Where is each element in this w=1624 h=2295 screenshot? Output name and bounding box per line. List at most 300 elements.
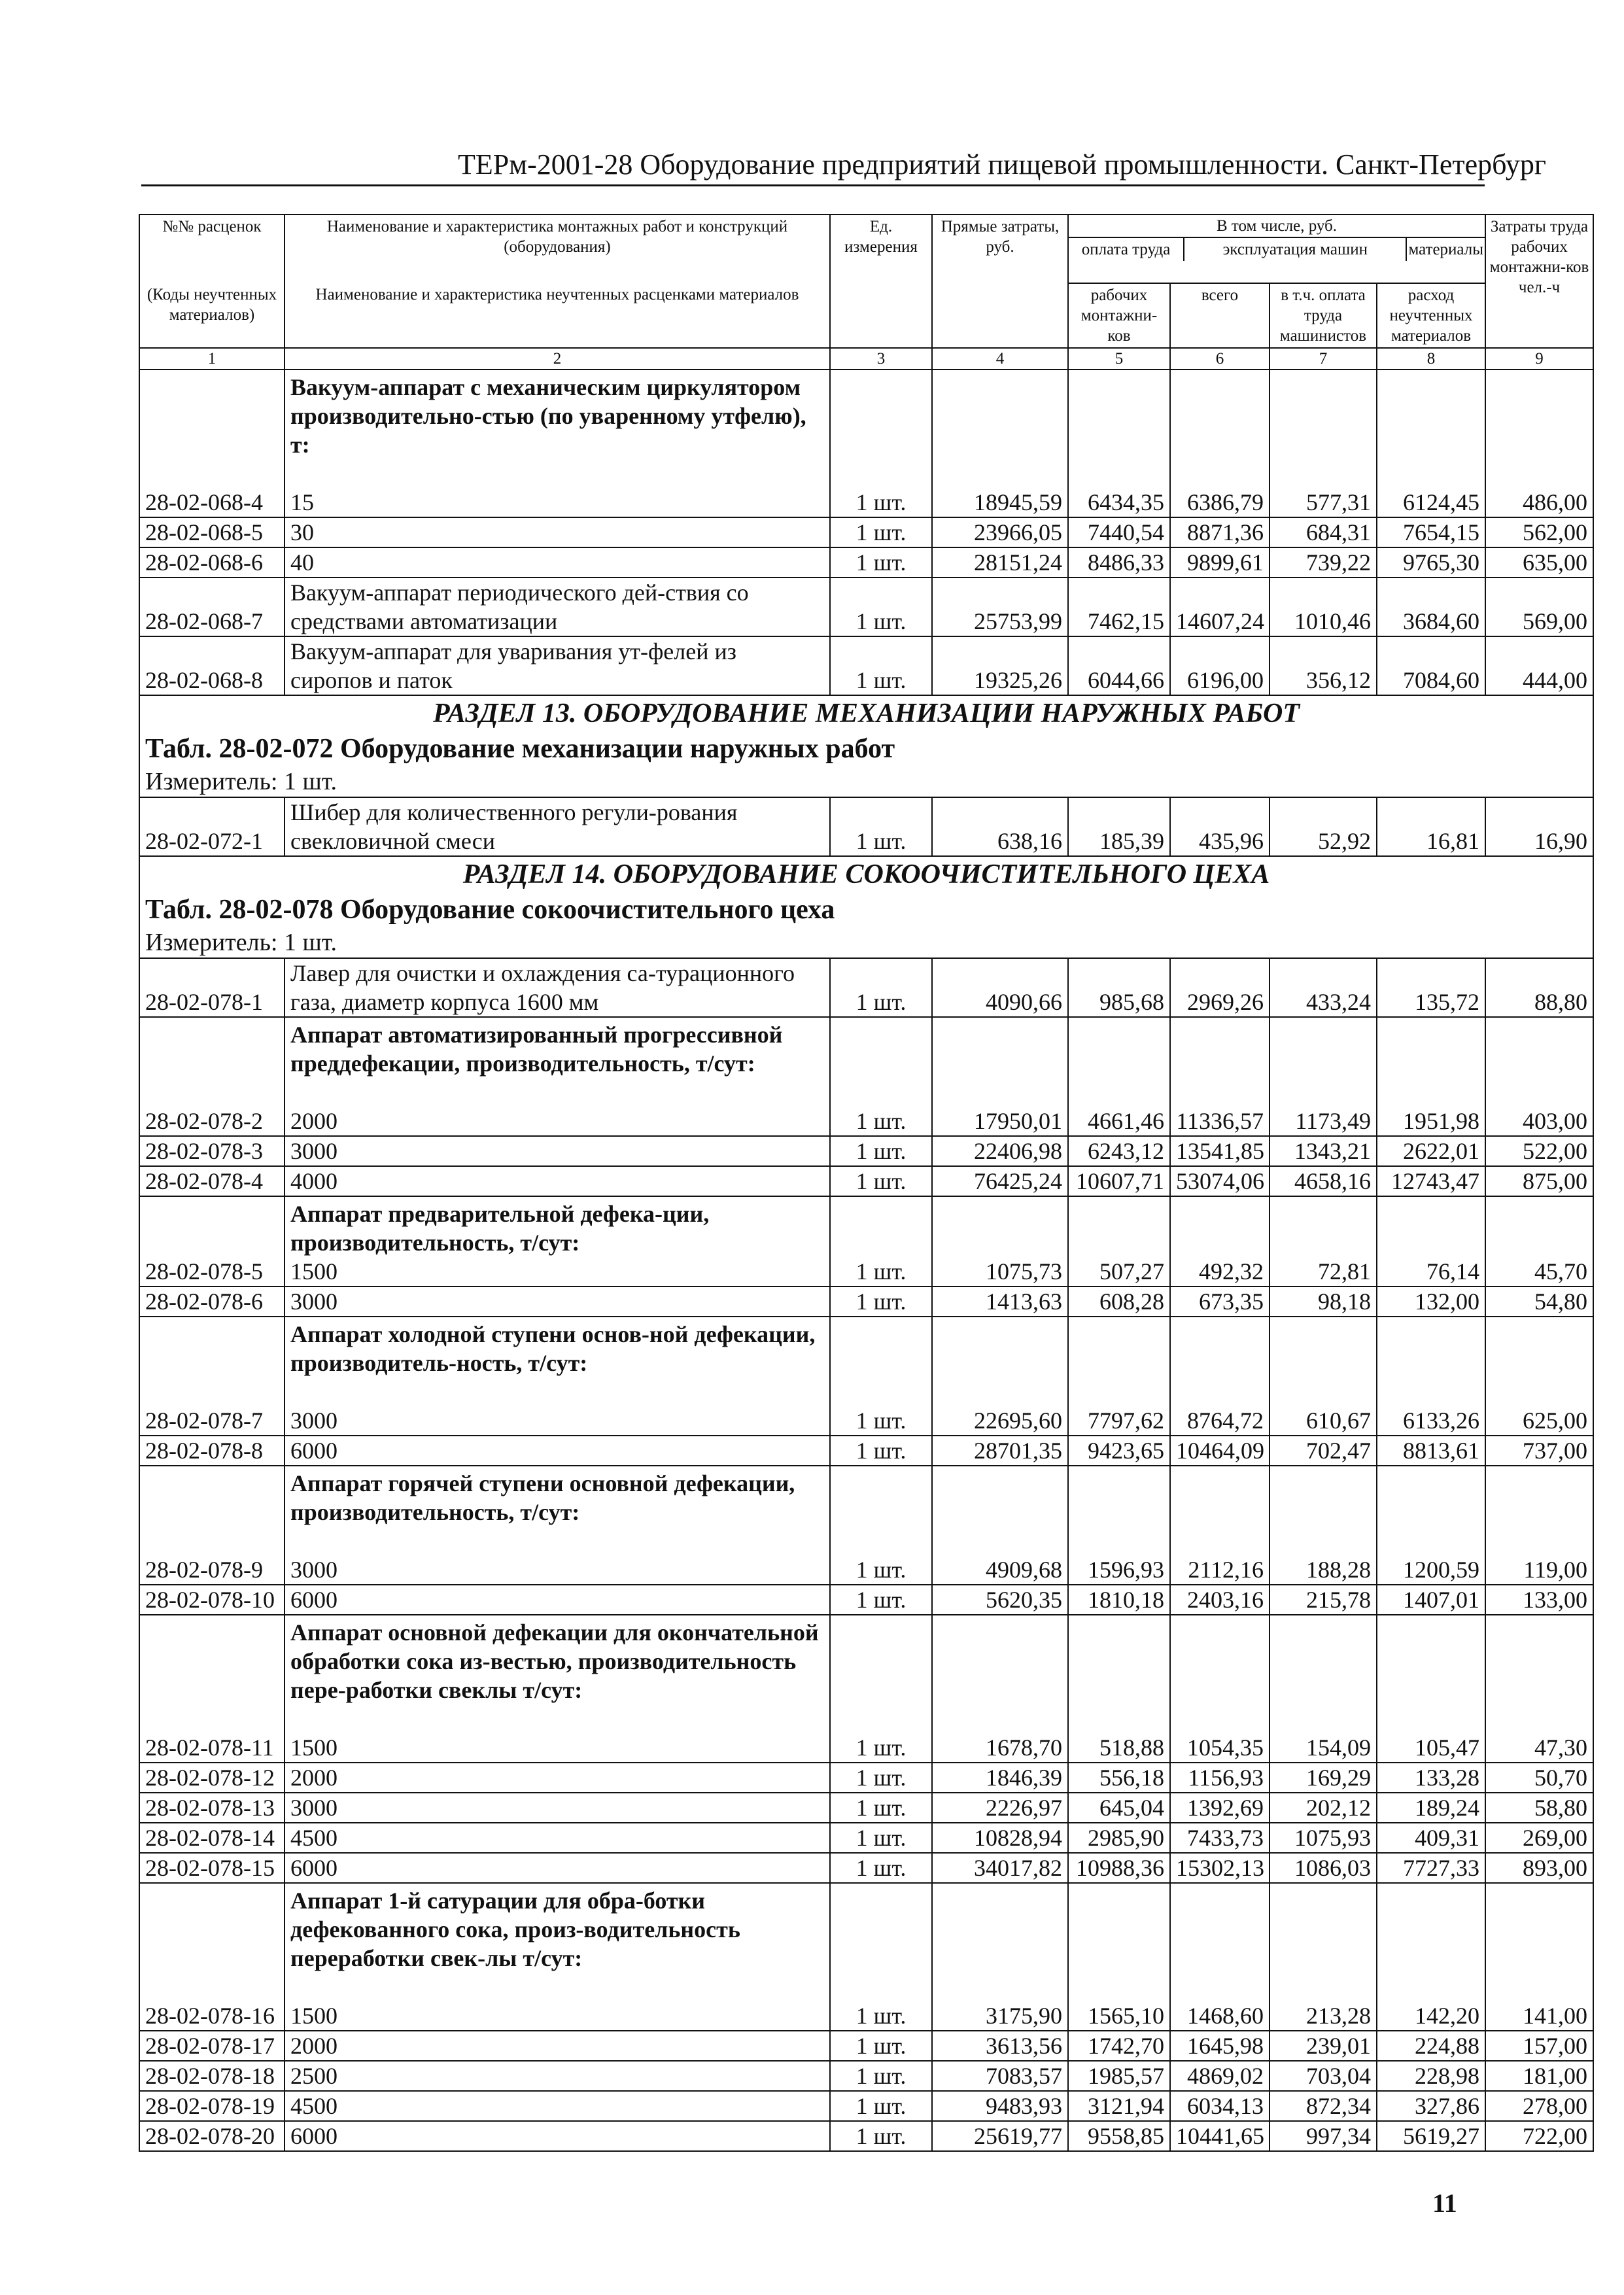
row-mat: 142,20 bbox=[1377, 1883, 1485, 2031]
row-labor: 278,00 bbox=[1485, 2091, 1593, 2121]
row-mach: 6196,00 bbox=[1170, 636, 1270, 695]
table-row bbox=[139, 1853, 1593, 1883]
section-block bbox=[139, 856, 1593, 958]
row-mat: 9765,30 bbox=[1377, 547, 1485, 578]
row-unit: 1 шт. bbox=[830, 1196, 932, 1286]
section-title: РАЗДЕЛ 14. ОБОРУДОВАНИЕ СОКООЧИСТИТЕЛЬНОГО ЦЕХА bbox=[462, 859, 1270, 889]
row-direct: 1075,73 bbox=[932, 1196, 1068, 1286]
row-mat: 189,24 bbox=[1377, 1793, 1485, 1823]
row-code: 28-02-078-1 bbox=[139, 958, 285, 1017]
row-pay: 985,68 bbox=[1068, 958, 1170, 1017]
header-cell-machines-total: всего bbox=[1170, 283, 1270, 348]
row-code: 28-02-078-13 bbox=[139, 1793, 285, 1823]
row-name-cell bbox=[285, 1196, 830, 1286]
row-labor: 50,70 bbox=[1485, 1763, 1593, 1793]
row-mat: 5619,27 bbox=[1377, 2121, 1485, 2151]
header-cell-name: Наименование и характеристика монтажных работ и конструкций (оборудования) bbox=[285, 215, 830, 283]
row-mach-pay: 703,04 bbox=[1270, 2061, 1377, 2091]
row-mat: 1951,98 bbox=[1377, 1017, 1485, 1136]
row-pay: 556,18 bbox=[1068, 1763, 1170, 1793]
row-labor: 893,00 bbox=[1485, 1853, 1593, 1883]
row-unit: 1 шт. bbox=[830, 1136, 932, 1166]
row-labor: 133,00 bbox=[1485, 1585, 1593, 1615]
row-direct: 25753,99 bbox=[932, 578, 1068, 636]
row-labor: 522,00 bbox=[1485, 1136, 1593, 1166]
row-code: 28-02-078-15 bbox=[139, 1853, 285, 1883]
row-mach-pay: 1173,49 bbox=[1270, 1017, 1377, 1136]
table-title: Табл. 28-02-072 Оборудование механизации наружных работ bbox=[145, 734, 895, 764]
row-name: 4500 bbox=[285, 1823, 830, 1853]
row-mach: 1054,35 bbox=[1170, 1615, 1270, 1763]
row-mat: 133,28 bbox=[1377, 1763, 1485, 1793]
row-labor: 157,00 bbox=[1485, 2031, 1593, 2061]
row-mach: 8871,36 bbox=[1170, 517, 1270, 547]
row-mach-pay: 610,67 bbox=[1270, 1317, 1377, 1436]
table-row bbox=[139, 1017, 1593, 1136]
row-mach: 9899,61 bbox=[1170, 547, 1270, 578]
row-pay: 1985,57 bbox=[1068, 2061, 1170, 2091]
row-mat: 3684,60 bbox=[1377, 578, 1485, 636]
row-unit: 1 шт. bbox=[830, 1436, 932, 1466]
row-unit: 1 шт. bbox=[830, 1017, 932, 1136]
row-mat: 7654,15 bbox=[1377, 517, 1485, 547]
row-code: 28-02-078-18 bbox=[139, 2061, 285, 2091]
row-mach: 10441,65 bbox=[1170, 2121, 1270, 2151]
row-unit: 1 шт. bbox=[830, 1585, 932, 1615]
row-direct: 1413,63 bbox=[932, 1286, 1068, 1317]
row-name: 1500 bbox=[290, 1258, 337, 1285]
row-direct: 25619,77 bbox=[932, 2121, 1068, 2151]
row-name-cell bbox=[285, 1615, 830, 1763]
row-mach: 13541,85 bbox=[1170, 1136, 1270, 1166]
row-mach: 2969,26 bbox=[1170, 958, 1270, 1017]
row-code: 28-02-068-4 bbox=[139, 370, 285, 517]
header-materials-label: материалы bbox=[1408, 241, 1484, 258]
row-name: 1500 bbox=[290, 1734, 337, 1761]
row-name: 3000 bbox=[285, 1286, 830, 1317]
row-unit: 1 шт. bbox=[830, 578, 932, 636]
row-pay: 6243,12 bbox=[1068, 1136, 1170, 1166]
row-direct: 19325,26 bbox=[932, 636, 1068, 695]
header-labor-sub: монтажни-ков чел.-ч bbox=[1489, 258, 1589, 296]
row-mach: 492,32 bbox=[1170, 1196, 1270, 1286]
row-direct: 1678,70 bbox=[932, 1615, 1068, 1763]
row-labor: 635,00 bbox=[1485, 547, 1593, 578]
row-name: 15 bbox=[290, 489, 314, 515]
row-code: 28-02-078-16 bbox=[139, 1883, 285, 2031]
row-mach-pay: 213,28 bbox=[1270, 1883, 1377, 2031]
column-number: 8 bbox=[1377, 348, 1485, 370]
row-mach-pay: 239,01 bbox=[1270, 2031, 1377, 2061]
table-row bbox=[139, 2061, 1593, 2091]
row-code: 28-02-078-4 bbox=[139, 1166, 285, 1196]
row-name-cell bbox=[285, 1883, 830, 2031]
row-pay: 1810,18 bbox=[1068, 1585, 1170, 1615]
row-code: 28-02-078-3 bbox=[139, 1136, 285, 1166]
row-mach: 673,35 bbox=[1170, 1286, 1270, 1317]
row-direct: 17950,01 bbox=[932, 1017, 1068, 1136]
row-name: 1500 bbox=[290, 2003, 337, 2029]
row-pay: 645,04 bbox=[1068, 1793, 1170, 1823]
table-row bbox=[139, 370, 1593, 517]
group-heading: Аппарат холодной ступени основ-ной дефекации, производитель-ность, т/сут: bbox=[290, 1321, 816, 1376]
table-row bbox=[139, 1585, 1593, 1615]
row-mach: 8764,72 bbox=[1170, 1317, 1270, 1436]
row-name: 4500 bbox=[285, 2091, 830, 2121]
row-direct: 34017,82 bbox=[932, 1853, 1068, 1883]
row-mat: 224,88 bbox=[1377, 2031, 1485, 2061]
row-pay: 4661,46 bbox=[1068, 1017, 1170, 1136]
column-number: 5 bbox=[1068, 348, 1170, 370]
row-pay: 7462,15 bbox=[1068, 578, 1170, 636]
group-heading: Аппарат горячей ступени основной дефекации, производительность, т/сут: bbox=[290, 1470, 795, 1525]
row-mat: 76,14 bbox=[1377, 1196, 1485, 1286]
row-code: 28-02-068-5 bbox=[139, 517, 285, 547]
header-including-label: В том числе, руб. bbox=[1069, 215, 1485, 238]
row-direct: 28151,24 bbox=[932, 547, 1068, 578]
row-labor: 444,00 bbox=[1485, 636, 1593, 695]
row-mach-pay: 684,31 bbox=[1270, 517, 1377, 547]
row-unit: 1 шт. bbox=[830, 797, 932, 856]
header-cell-code: №№ расценок bbox=[139, 215, 285, 283]
row-pay: 10988,36 bbox=[1068, 1853, 1170, 1883]
row-name-cell bbox=[285, 1017, 830, 1136]
table-row bbox=[139, 517, 1593, 547]
row-mat: 6124,45 bbox=[1377, 370, 1485, 517]
row-unit: 1 шт. bbox=[830, 517, 932, 547]
row-mat: 16,81 bbox=[1377, 797, 1485, 856]
row-mach-pay: 997,34 bbox=[1270, 2121, 1377, 2151]
row-labor: 16,90 bbox=[1485, 797, 1593, 856]
row-unit: 1 шт. bbox=[830, 1823, 932, 1853]
row-pay: 6044,66 bbox=[1068, 636, 1170, 695]
row-mat: 409,31 bbox=[1377, 1823, 1485, 1853]
row-direct: 9483,93 bbox=[932, 2091, 1068, 2121]
header-cell-machines-pay: в т.ч. оплата труда машинистов bbox=[1270, 283, 1377, 348]
row-direct: 28701,35 bbox=[932, 1436, 1068, 1466]
header-cell-materials-sub: расход неучтенных материалов bbox=[1377, 283, 1485, 348]
header-cell-pay-sub: рабочих монтажни-ков bbox=[1068, 283, 1170, 348]
row-labor: 47,30 bbox=[1485, 1615, 1593, 1763]
row-unit: 1 шт. bbox=[830, 2091, 932, 2121]
row-mat: 327,86 bbox=[1377, 2091, 1485, 2121]
row-unit: 1 шт. bbox=[830, 1793, 932, 1823]
group-heading: Аппарат основной дефекации для окончательной обработки сока из-вестью, производительность пере-работки свеклы т/сут: bbox=[290, 1619, 819, 1703]
group-heading: Аппарат автоматизированный прогрессивной преддефекации, производительность, т/сут: bbox=[290, 1022, 783, 1077]
row-mach: 6034,13 bbox=[1170, 2091, 1270, 2121]
column-number: 9 bbox=[1485, 348, 1593, 370]
row-mach-pay: 1343,21 bbox=[1270, 1136, 1377, 1166]
row-direct: 23966,05 bbox=[932, 517, 1068, 547]
row-mat: 135,72 bbox=[1377, 958, 1485, 1017]
row-pay: 10607,71 bbox=[1068, 1166, 1170, 1196]
row-unit: 1 шт. bbox=[830, 1883, 932, 2031]
row-labor: 625,00 bbox=[1485, 1317, 1593, 1436]
row-unit: 1 шт. bbox=[830, 1286, 932, 1317]
row-name: 3000 bbox=[290, 1407, 337, 1434]
section-row bbox=[139, 856, 1593, 958]
row-mach-pay: 4658,16 bbox=[1270, 1166, 1377, 1196]
table-row bbox=[139, 797, 1593, 856]
section-block bbox=[139, 695, 1593, 797]
price-table bbox=[139, 214, 1594, 2152]
row-unit: 1 шт. bbox=[830, 2031, 932, 2061]
row-code: 28-02-078-10 bbox=[139, 1585, 285, 1615]
column-number: 3 bbox=[830, 348, 932, 370]
header-rule bbox=[141, 184, 1485, 186]
row-code: 28-02-078-17 bbox=[139, 2031, 285, 2061]
column-number: 1 bbox=[139, 348, 285, 370]
row-pay: 3121,94 bbox=[1068, 2091, 1170, 2121]
row-mach: 2403,16 bbox=[1170, 1585, 1270, 1615]
row-pay: 1742,70 bbox=[1068, 2031, 1170, 2061]
row-code: 28-02-068-8 bbox=[139, 636, 285, 695]
column-number: 6 bbox=[1170, 348, 1270, 370]
row-name: 2000 bbox=[285, 2031, 830, 2061]
column-number-row bbox=[139, 348, 1593, 370]
row-unit: 1 шт. bbox=[830, 2121, 932, 2151]
row-pay: 7440,54 bbox=[1068, 517, 1170, 547]
row-labor: 562,00 bbox=[1485, 517, 1593, 547]
group-heading: Аппарат предварительной дефека-ции, производительность, т/сут: bbox=[290, 1201, 710, 1256]
row-mat: 132,00 bbox=[1377, 1286, 1485, 1317]
header-cell-name-sub: Наименование и характеристика неучтенных расценками материалов bbox=[285, 283, 830, 348]
row-unit: 1 шт. bbox=[830, 1763, 932, 1793]
row-name: 3000 bbox=[285, 1136, 830, 1166]
row-name-cell bbox=[285, 1466, 830, 1585]
row-mach: 2112,16 bbox=[1170, 1466, 1270, 1585]
row-mach: 14607,24 bbox=[1170, 578, 1270, 636]
row-unit: 1 шт. bbox=[830, 1853, 932, 1883]
row-name: 6000 bbox=[285, 1853, 830, 1883]
row-code: 28-02-078-5 bbox=[139, 1196, 285, 1286]
row-labor: 54,80 bbox=[1485, 1286, 1593, 1317]
row-mat: 228,98 bbox=[1377, 2061, 1485, 2091]
row-mach-pay: 98,18 bbox=[1270, 1286, 1377, 1317]
table-title: Табл. 28-02-078 Оборудование сокоочистительного цеха bbox=[145, 895, 835, 925]
row-pay: 608,28 bbox=[1068, 1286, 1170, 1317]
row-name: Лавер для очистки и охлаждения са-турационного газа, диаметр корпуса 1600 мм bbox=[285, 958, 830, 1017]
row-mach: 6386,79 bbox=[1170, 370, 1270, 517]
row-labor: 141,00 bbox=[1485, 1883, 1593, 2031]
row-labor: 269,00 bbox=[1485, 1823, 1593, 1853]
row-code: 28-02-068-7 bbox=[139, 578, 285, 636]
row-pay: 2985,90 bbox=[1068, 1823, 1170, 1853]
running-header: ТЕРм-2001-28 Оборудование предприятий пищевой промышленности. Санкт-Петербург bbox=[458, 148, 1546, 181]
row-code: 28-02-078-11 bbox=[139, 1615, 285, 1763]
row-mach: 1468,60 bbox=[1170, 1883, 1270, 2031]
row-mach-pay: 72,81 bbox=[1270, 1196, 1377, 1286]
table-row bbox=[139, 1196, 1593, 1286]
row-pay: 518,88 bbox=[1068, 1615, 1170, 1763]
row-name: 2500 bbox=[285, 2061, 830, 2091]
row-direct: 2226,97 bbox=[932, 1793, 1068, 1823]
group-heading: Аппарат 1-й сатурации для обра-ботки дефекованного сока, произ-водительность переработки свек-лы т/сут: bbox=[290, 1888, 740, 1971]
row-mat: 2622,01 bbox=[1377, 1136, 1485, 1166]
row-labor: 403,00 bbox=[1485, 1017, 1593, 1136]
table-row bbox=[139, 547, 1593, 578]
row-mach-pay: 702,47 bbox=[1270, 1436, 1377, 1466]
row-unit: 1 шт. bbox=[830, 2061, 932, 2091]
table-row bbox=[139, 1793, 1593, 1823]
header-machines-label: эксплуатация машин bbox=[1184, 238, 1407, 261]
row-mach-pay: 872,34 bbox=[1270, 2091, 1377, 2121]
row-mach-pay: 154,09 bbox=[1270, 1615, 1377, 1763]
row-mach: 1156,93 bbox=[1170, 1763, 1270, 1793]
row-direct: 3175,90 bbox=[932, 1883, 1068, 2031]
header-cell-including bbox=[1068, 215, 1485, 283]
row-mach-pay: 1010,46 bbox=[1270, 578, 1377, 636]
row-mach: 7433,73 bbox=[1170, 1823, 1270, 1853]
row-mach: 15302,13 bbox=[1170, 1853, 1270, 1883]
row-name: Вакуум-аппарат для уваривания ут-фелей из сиропов и паток bbox=[285, 636, 830, 695]
row-mach: 1392,69 bbox=[1170, 1793, 1270, 1823]
group-heading: Вакуум-аппарат с механическим циркулятором производительно-стью (по уваренному утфелю), т: bbox=[290, 374, 806, 458]
row-name: 6000 bbox=[285, 1436, 830, 1466]
section-row bbox=[139, 695, 1593, 797]
row-unit: 1 шт. bbox=[830, 1466, 932, 1585]
row-name: 30 bbox=[285, 517, 830, 547]
row-mach: 10464,09 bbox=[1170, 1436, 1270, 1466]
row-code: 28-02-078-8 bbox=[139, 1436, 285, 1466]
row-direct: 10828,94 bbox=[932, 1823, 1068, 1853]
table-row bbox=[139, 1883, 1593, 2031]
header-cell-unit: Ед. измерения bbox=[830, 215, 932, 348]
row-mat: 7084,60 bbox=[1377, 636, 1485, 695]
row-mat: 6133,26 bbox=[1377, 1317, 1485, 1436]
row-labor: 722,00 bbox=[1485, 2121, 1593, 2151]
row-unit: 1 шт. bbox=[830, 1166, 932, 1196]
row-unit: 1 шт. bbox=[830, 958, 932, 1017]
row-direct: 3613,56 bbox=[932, 2031, 1068, 2061]
row-name: 4000 bbox=[285, 1166, 830, 1196]
row-pay: 185,39 bbox=[1068, 797, 1170, 856]
row-labor: 486,00 bbox=[1485, 370, 1593, 517]
row-direct: 22406,98 bbox=[932, 1136, 1068, 1166]
row-code: 28-02-078-6 bbox=[139, 1286, 285, 1317]
row-pay: 9558,85 bbox=[1068, 2121, 1170, 2151]
row-name: 40 bbox=[285, 547, 830, 578]
row-mat: 7727,33 bbox=[1377, 1853, 1485, 1883]
row-mach-pay: 52,92 bbox=[1270, 797, 1377, 856]
header-cell-direct: Прямые затраты, руб. bbox=[932, 215, 1068, 348]
row-code: 28-02-068-6 bbox=[139, 547, 285, 578]
table-header-row bbox=[139, 215, 1593, 283]
row-mach-pay: 433,24 bbox=[1270, 958, 1377, 1017]
table-row bbox=[139, 1823, 1593, 1853]
row-mat: 8813,61 bbox=[1377, 1436, 1485, 1466]
row-name: Шибер для количественного регули-рования свекловичной смеси bbox=[285, 797, 830, 856]
row-mat: 1200,59 bbox=[1377, 1466, 1485, 1585]
row-labor: 119,00 bbox=[1485, 1466, 1593, 1585]
row-mach-pay: 1075,93 bbox=[1270, 1823, 1377, 1853]
row-direct: 18945,59 bbox=[932, 370, 1068, 517]
row-pay: 507,27 bbox=[1068, 1196, 1170, 1286]
row-name: Вакуум-аппарат периодического дей-ствия со средствами автоматизации bbox=[285, 578, 830, 636]
row-direct: 4909,68 bbox=[932, 1466, 1068, 1585]
row-direct: 5620,35 bbox=[932, 1585, 1068, 1615]
row-mach-pay: 739,22 bbox=[1270, 547, 1377, 578]
row-name: 3000 bbox=[290, 1557, 337, 1583]
row-code: 28-02-078-20 bbox=[139, 2121, 285, 2151]
row-name: 2000 bbox=[290, 1108, 337, 1134]
section-title: РАЗДЕЛ 13. ОБОРУДОВАНИЕ МЕХАНИЗАЦИИ НАРУЖНЫХ РАБОТ bbox=[433, 699, 1300, 729]
row-pay: 6434,35 bbox=[1068, 370, 1170, 517]
table-row bbox=[139, 1763, 1593, 1793]
table-row bbox=[139, 1136, 1593, 1166]
table-row bbox=[139, 1166, 1593, 1196]
row-mach: 1645,98 bbox=[1170, 2031, 1270, 2061]
row-unit: 1 шт. bbox=[830, 636, 932, 695]
row-pay: 8486,33 bbox=[1068, 547, 1170, 578]
row-direct: 638,16 bbox=[932, 797, 1068, 856]
row-mach: 53074,06 bbox=[1170, 1166, 1270, 1196]
measure-unit: Измеритель: 1 шт. bbox=[145, 929, 337, 956]
row-code: 28-02-078-9 bbox=[139, 1466, 285, 1585]
table-row bbox=[139, 2121, 1593, 2151]
row-mat: 1407,01 bbox=[1377, 1585, 1485, 1615]
row-code: 28-02-078-19 bbox=[139, 2091, 285, 2121]
row-unit: 1 шт. bbox=[830, 547, 932, 578]
row-mat: 12743,47 bbox=[1377, 1166, 1485, 1196]
header-cell-labor bbox=[1485, 215, 1593, 348]
row-direct: 76425,24 bbox=[932, 1166, 1068, 1196]
page-number: 11 bbox=[1432, 2188, 1457, 2218]
row-labor: 737,00 bbox=[1485, 1436, 1593, 1466]
row-mach-pay: 202,12 bbox=[1270, 1793, 1377, 1823]
column-number: 7 bbox=[1270, 348, 1377, 370]
column-number: 4 bbox=[932, 348, 1068, 370]
row-direct: 1846,39 bbox=[932, 1763, 1068, 1793]
row-mach: 11336,57 bbox=[1170, 1017, 1270, 1136]
row-direct: 22695,60 bbox=[932, 1317, 1068, 1436]
row-code: 28-02-072-1 bbox=[139, 797, 285, 856]
row-mach-pay: 577,31 bbox=[1270, 370, 1377, 517]
row-labor: 58,80 bbox=[1485, 1793, 1593, 1823]
row-name: 2000 bbox=[285, 1763, 830, 1793]
row-code: 28-02-078-7 bbox=[139, 1317, 285, 1436]
table-row bbox=[139, 636, 1593, 695]
row-pay: 1596,93 bbox=[1068, 1466, 1170, 1585]
table-row bbox=[139, 958, 1593, 1017]
row-mach-pay: 1086,03 bbox=[1270, 1853, 1377, 1883]
row-mach-pay: 188,28 bbox=[1270, 1466, 1377, 1585]
row-mat: 105,47 bbox=[1377, 1615, 1485, 1763]
row-unit: 1 шт. bbox=[830, 1615, 932, 1763]
table-row bbox=[139, 578, 1593, 636]
row-labor: 88,80 bbox=[1485, 958, 1593, 1017]
table-row bbox=[139, 1286, 1593, 1317]
row-name: 6000 bbox=[285, 2121, 830, 2151]
row-code: 28-02-078-2 bbox=[139, 1017, 285, 1136]
row-pay: 9423,65 bbox=[1068, 1436, 1170, 1466]
row-mach: 4869,02 bbox=[1170, 2061, 1270, 2091]
row-code: 28-02-078-12 bbox=[139, 1763, 285, 1793]
row-mach: 435,96 bbox=[1170, 797, 1270, 856]
header-labor-label: Затраты труда рабочих bbox=[1490, 218, 1589, 256]
header-pay-label: оплата труда bbox=[1069, 238, 1184, 261]
row-name-cell bbox=[285, 1317, 830, 1436]
row-pay: 7797,62 bbox=[1068, 1317, 1170, 1436]
measure-unit: Измеритель: 1 шт. bbox=[145, 768, 337, 795]
table-row bbox=[139, 2031, 1593, 2061]
row-name: 3000 bbox=[285, 1793, 830, 1823]
row-direct: 4090,66 bbox=[932, 958, 1068, 1017]
header-cell-code-sub: (Коды неучтенных материалов) bbox=[139, 283, 285, 348]
column-number: 2 bbox=[285, 348, 830, 370]
row-direct: 7083,57 bbox=[932, 2061, 1068, 2091]
row-labor: 181,00 bbox=[1485, 2061, 1593, 2091]
